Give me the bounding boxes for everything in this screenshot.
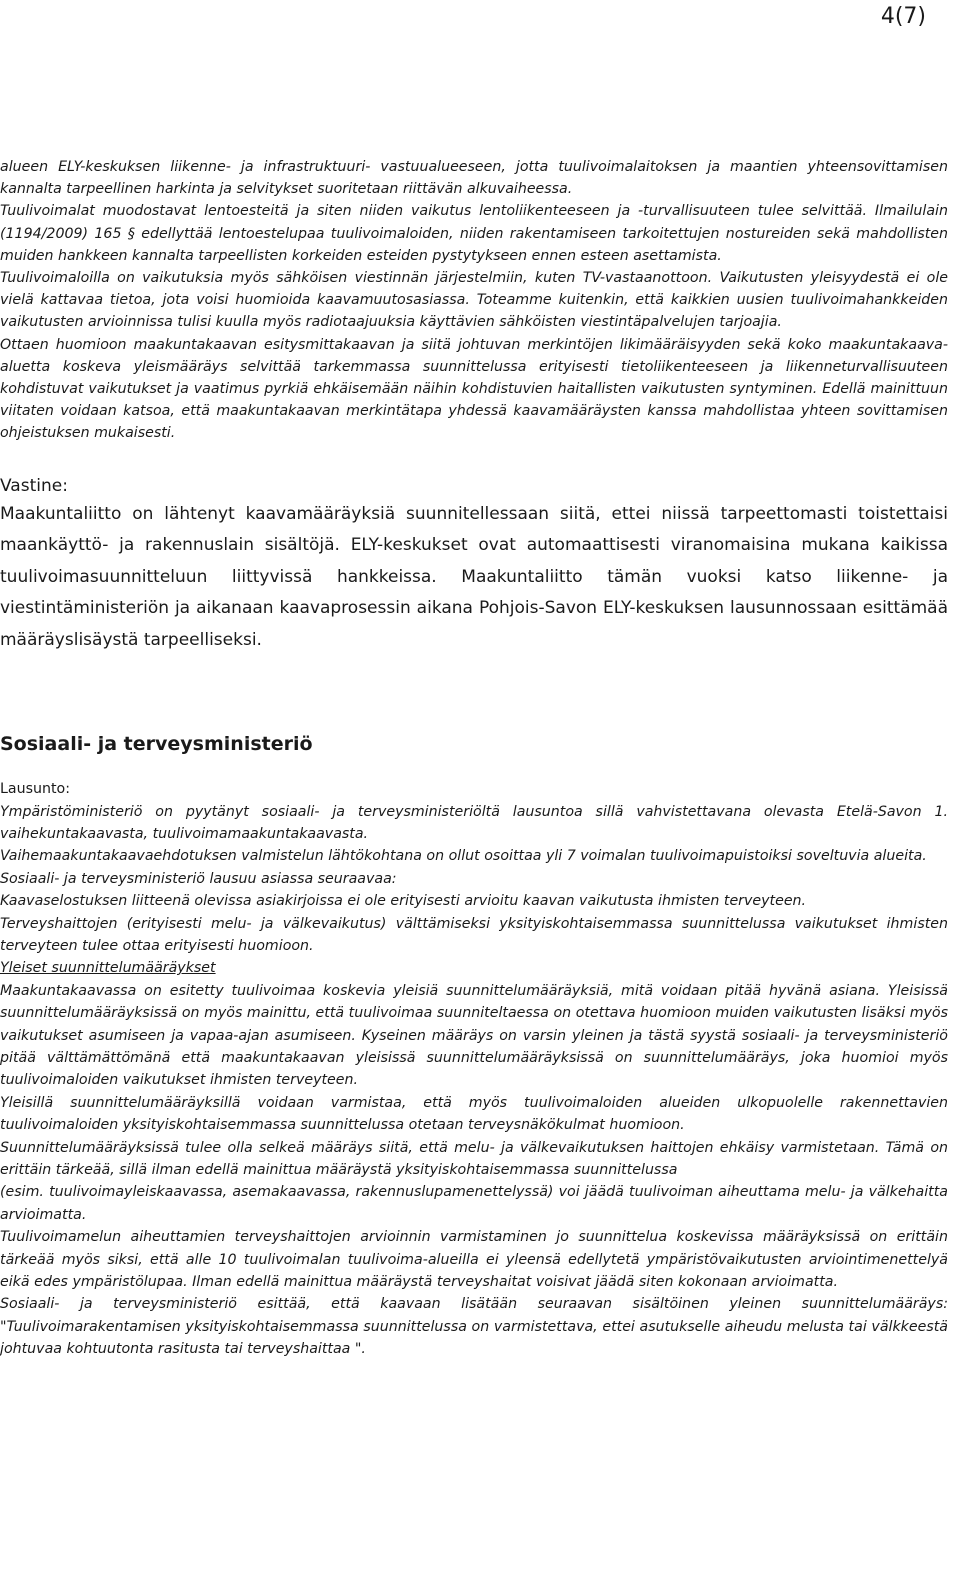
statement-paragraph: (esim. tuulivoimayleiskaavassa, asemakaavassa, rakennuslupamenettelyssä) voi jäädä tuulivoiman aiheuttama melu- ja välkehaitta arvioimatta. — [0, 1184, 948, 1223]
statement-paragraph: Tuulivoimamelun aiheuttamien terveyshaittojen arvioinnin varmistaminen jo suunnittelua koskevissa määräyksissä on erittäin tärkeää myös siksi, että alle 10 tuulivoimalan tuulivoima-alueilla ei yleensä edellytetä ympäristövaikutusten arviointimenettelyä eikä edes ympäristölupaa. Ilman edellä mainittua määräystä terveyshaitat voisivat jäädä siten kokonaan arvioimatta. — [0, 1229, 948, 1291]
statement-paragraph: Kaavaselostuksen liitteenä olevissa asiakirjoissa ei ole erityisesti arvioitu kaavan vaikutusta ihmisten terveyteen. — [0, 893, 807, 910]
statement-paragraph: Tuulivoimalat muodostavat lentoesteitä ja siten niiden vaikutus lentoliikenteeseen ja -turvallisuuteen tulee selvittää. Ilmailulain (1194/2009) 165 § edellyttää lentoestelupaa tuulivoimaloiden, niiden rakentamiseen tarkoitettujen nostureiden sekä mahdollisten muiden hankkeen kannalta tarpeellisten korkeiden esteiden pystytykseen ennen esteen asettamista. — [0, 203, 948, 264]
response-block — [0, 473, 948, 657]
statement-paragraph: Ympäristöministeriö on pyytänyt sosiaali- ja terveysministeriöltä lausuntoa sillä vahvistettavana olevasta Etelä-Savon 1. vaihekuntakaavasta, tuulivoimamaakuntakaavasta. — [0, 803, 948, 842]
statement-paragraph: Suunnittelumääräyksissä tulee olla selkeä määräys siitä, että melu- ja välkevaikutuksen haittojen ehkäisy varmistetaan. Tämä on erittäin tärkeää, sillä ilman edellä mainittua määräystä yksityiskohtaisemmassa suunnittelussa — [0, 1139, 948, 1179]
subheading: Yleiset suunnittelumääräykset — [0, 960, 216, 977]
statement-paragraph: Maakuntakaavassa on esitetty tuulivoimaa koskevia yleisiä suunnittelumääräyksiä, mitä voidaan pitää hyvänä asiana. Yleisissä suunnittelumääräyksissä on myös mainittu, että tuulivoimaa suunniteltaessa on otettava huomioon muiden vaikutusten lisäksi myös vaikutukset asumiseen ja vapaa-ajan asumiseen. Kyseinen määräys on varsin yleinen ja tästä syystä sosiaali- ja terveysministeriö pitää välttämättömänä että maakuntakaavan yleisissä suunnittelumääräyksissä on suunnittelumääräys, joka huomioi myös tuulivoimaloiden vaikutukset ihmisten terveyteen. — [0, 982, 948, 1089]
statement-paragraph: Tuulivoimaloilla on vaikutuksia myös sähköisen viestinnän järjestelmiin, kuten TV-vastaanottoon. Vaikutusten yleisyydestä ei ole vielä kattavaa tietoa, jota voisi huomioida kaavamuutosasiassa. Toteamme kuitenkin, että kaikkien uusien tuulivoimahankkeiden vaikutusten arvioinnissa tulisi kuulla myös radiotaajuuksia käyttävien sähköisten viestintäpalvelujen tarjoajia. — [0, 270, 948, 331]
section-heading: Sosiaali- ja terveysministeriö — [0, 733, 313, 756]
statement-paragraph: alueen ELY-keskuksen liikenne- ja infrastruktuuri- vastuualueeseen, jotta tuulivoimalaitoksen ja maantien yhteensovittamisen kannalta tarpeellinen harkinta ja selvitykset suoritetaan riittävän alkuvaiheessa. — [0, 159, 948, 198]
ministry-statement-continued — [0, 156, 948, 445]
page-number: 4(7) — [880, 4, 926, 29]
statement-paragraph: Terveyshaittojen (erityisesti melu- ja välkevaikutus) välttämiseksi yksityiskohtaisemmassa suunnittelussa vaikutukset ihmisten terveyteen tulee ottaa erityisesti huomioon. — [0, 915, 948, 954]
statement-paragraph: Ottaen huomioon maakuntakaavan esitysmittakaavan ja siitä johtuvan merkintöjen likimääräisyyden sekä koko maakuntakaava-aluetta koskeva yleismääräys selvittää tarkemmassa suunnittelussa erityisesti tietoliikenteeseen ja liikenneturvallisuuteen kohdistuvat vaikutukset ja vaatimus pyrkiä ehkäisemään näihin kohdistuvien haitallisten vaikutusten syntyminen. Edellä mainittuun viitaten voidaan katsoa, että maakuntakaavan merkintätapa yhdessä kaavamääräysten kanssa mahdollistaa yhteen sovittamisen ohjeistuksen mukaisesti. — [0, 336, 948, 442]
statement-paragraph: Vaihemaakuntakaavaehdotuksen valmistelun lähtökohtana on ollut osoittaa yli 7 voimalan tuulivoimapuistoiksi soveltuvia alueita. — [0, 848, 927, 865]
statement-label: Lausunto: — [0, 781, 70, 798]
statement-paragraph: Sosiaali- ja terveysministeriö esittää, että kaavaan lisätään seuraavan sisältöinen yleinen suunnittelumääräys: "Tuulivoimarakentamisen yksityiskohtaisemmassa suunnittelussa on varmistettava, ettei asutukselle aiheudu melusta tai välkkeestä johtuvaa kohtuutonta rasitusta tai terveyshaittaa ". — [0, 1296, 948, 1358]
response-text: Maakuntaliitto on lähtenyt kaavamääräyksiä suunnitellessaan siitä, ettei niissä tarpeettomasti toistettaisi maankäyttö- ja rakennuslain sisältöjä. ELY-keskukset ovat automaattisesti viranomaisina mukana kaikissa tuulivoimasuunnitteluun liittyvissä hankkeissa. Maakuntaliitto tämän vuoksi katso liikenne- ja viestintäministeriön ja aikanaan kaavaprosessin aikana Pohjois-Savon ELY-keskuksen lausunnossaan esittämää määräyslisäystä tarpeelliseksi. — [0, 503, 948, 650]
document-body — [0, 156, 948, 1361]
statement-paragraph: Sosiaali- ja terveysministeriö lausuu asiassa seuraavaa: — [0, 870, 397, 887]
response-label: Vastine: — [0, 475, 68, 496]
health-ministry-statement — [0, 778, 948, 1361]
statement-paragraph: Yleisillä suunnittelumääräyksillä voidaan varmistaa, että myös tuulivoimaloiden alueiden ulkopuolelle rakennettavien tuulivoimaloiden yksityiskohtaisemmassa suunnittelussa otetaan terveysnäkökulmat huomioon. — [0, 1094, 948, 1134]
